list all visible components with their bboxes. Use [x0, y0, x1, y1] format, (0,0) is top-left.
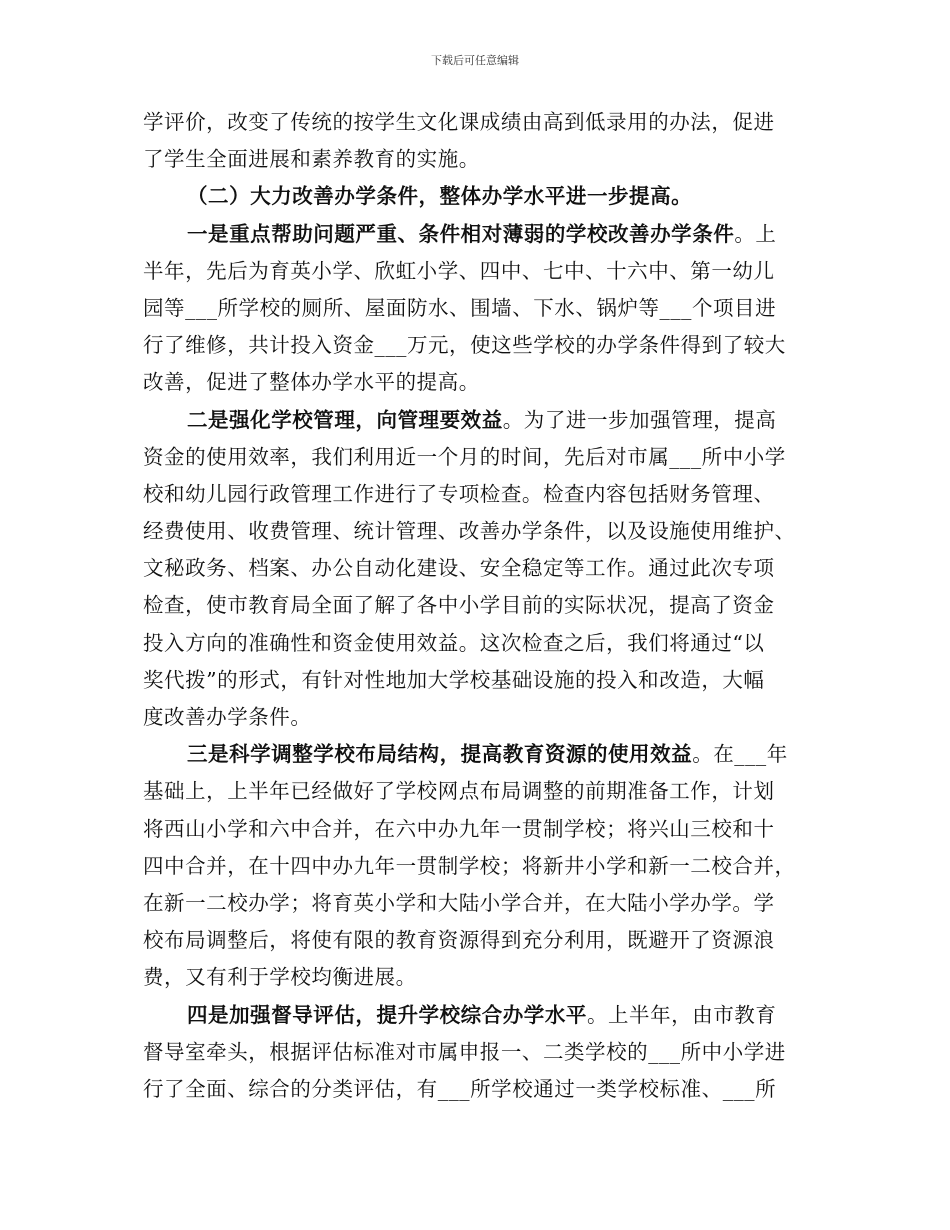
text-line	[143, 736, 823, 773]
line-text: 将西山小学和六中合并，在六中办九年一贯制学校；将兴山三校和十	[143, 816, 775, 841]
line-text: 文秘政务、档案、办公自动化建设、安全稳定等工作。通过此次专项	[143, 556, 775, 581]
text-line	[143, 625, 823, 662]
line-text: 学评价，改变了传统的按学生文化课成绩由高到低录用的办法，促进	[143, 110, 775, 134]
line-text: 四中合并，在十四中办九年一贯制学校；将新井小学和新一二校合并，	[143, 853, 796, 878]
line-text: 。在___年	[692, 742, 788, 767]
section-heading	[143, 178, 823, 215]
line-text: 费，又有利于学校均衡进展。	[143, 965, 417, 990]
line-text: 校和幼儿园行政管理工作进行了专项检查。检查内容包括财务管理、	[143, 481, 775, 506]
line-text: 。上半年，由市教育	[586, 1002, 777, 1027]
page-header: 下载后可任意编辑	[431, 54, 519, 67]
line-text: 行了全面、综合的分类评估，有___所学校通过一类学校标准、___所	[143, 1076, 777, 1101]
text-line	[143, 773, 823, 810]
text-line	[143, 922, 823, 959]
text-line	[143, 402, 823, 439]
text-line	[143, 290, 823, 327]
text-line	[143, 216, 823, 253]
bold-lead-phrase: 三是科学调整学校布局结构，提高教育资源的使用效益	[187, 742, 693, 767]
line-text: 半年，先后为育英小学、欣虹小学、四中、七中、十六中、第一幼儿	[143, 258, 775, 283]
line-text: 度改善办学条件。	[143, 705, 312, 729]
text-line	[143, 1071, 823, 1108]
line-text: 在新一二校办学；将育英小学和大陆小学合并，在大陆小学办学。学	[143, 890, 775, 915]
text-line	[143, 662, 823, 699]
line-text: 督导室牵头，根据评估标准对市属申报一、二类学校的___所中小学进	[143, 1039, 786, 1064]
text-line	[143, 513, 823, 550]
text-line	[143, 476, 823, 513]
line-text: 。上	[734, 221, 777, 246]
text-line	[143, 141, 823, 178]
line-text: 。为了进一步加强管理，提高	[502, 407, 777, 432]
line-text: 校布局调整后，将使有限的教育资源得到充分利用，既避开了资源浪	[143, 928, 775, 953]
line-text: 经费使用、收费管理、统计管理、改善办学条件，以及设施使用维护、	[143, 519, 796, 544]
line-text: 改善，促进了整体办学水平的提高。	[143, 370, 480, 395]
line-text: 园等___所学校的厕所、屋面防水、围墙、下水、锅炉等___个项目进	[143, 295, 777, 320]
text-line	[143, 959, 823, 996]
document-body	[143, 104, 823, 1108]
text-line	[143, 885, 823, 922]
line-text: 奖代拨”的形式，有针对性地加大学校基础设施的投入和改造，大幅	[143, 667, 765, 692]
text-line	[143, 811, 823, 848]
text-line	[143, 848, 823, 885]
line-text: （二）大力改善办学条件，整体办学水平进一步提高。	[187, 184, 693, 209]
line-text: 了学生全面进展和素养教育的实施。	[143, 147, 480, 172]
bold-lead-phrase: 一是重点帮助问题严重、条件相对薄弱的学校改善办学条件	[187, 221, 735, 246]
text-line	[143, 439, 823, 476]
line-text: 检查，使市教育局全面了解了各中小学目前的实际状况，提高了资金	[143, 593, 775, 618]
line-text: 投入方向的准确性和资金使用效益。这次检查之后，我们将通过“以	[143, 630, 765, 655]
text-line	[143, 550, 823, 587]
text-line	[143, 364, 823, 401]
text-line	[143, 1034, 823, 1071]
line-text: 基础上，上半年已经做好了学校网点布局调整的前期准备工作，计划	[143, 779, 775, 804]
line-text: 行了维修，共计投入资金___万元，使这些学校的办学条件得到了较大	[143, 333, 786, 358]
text-line	[143, 253, 823, 290]
bold-lead-phrase: 二是强化学校管理，向管理要效益	[187, 407, 503, 432]
text-line	[143, 104, 823, 141]
bold-lead-phrase: 四是加强督导评估，提升学校综合办学水平	[187, 1002, 587, 1027]
text-line	[143, 327, 823, 364]
text-line	[143, 699, 823, 736]
text-line	[143, 997, 823, 1034]
text-line	[143, 587, 823, 624]
line-text: 资金的使用效率，我们利用近一个月的时间，先后对市属___所中小学	[143, 444, 786, 469]
